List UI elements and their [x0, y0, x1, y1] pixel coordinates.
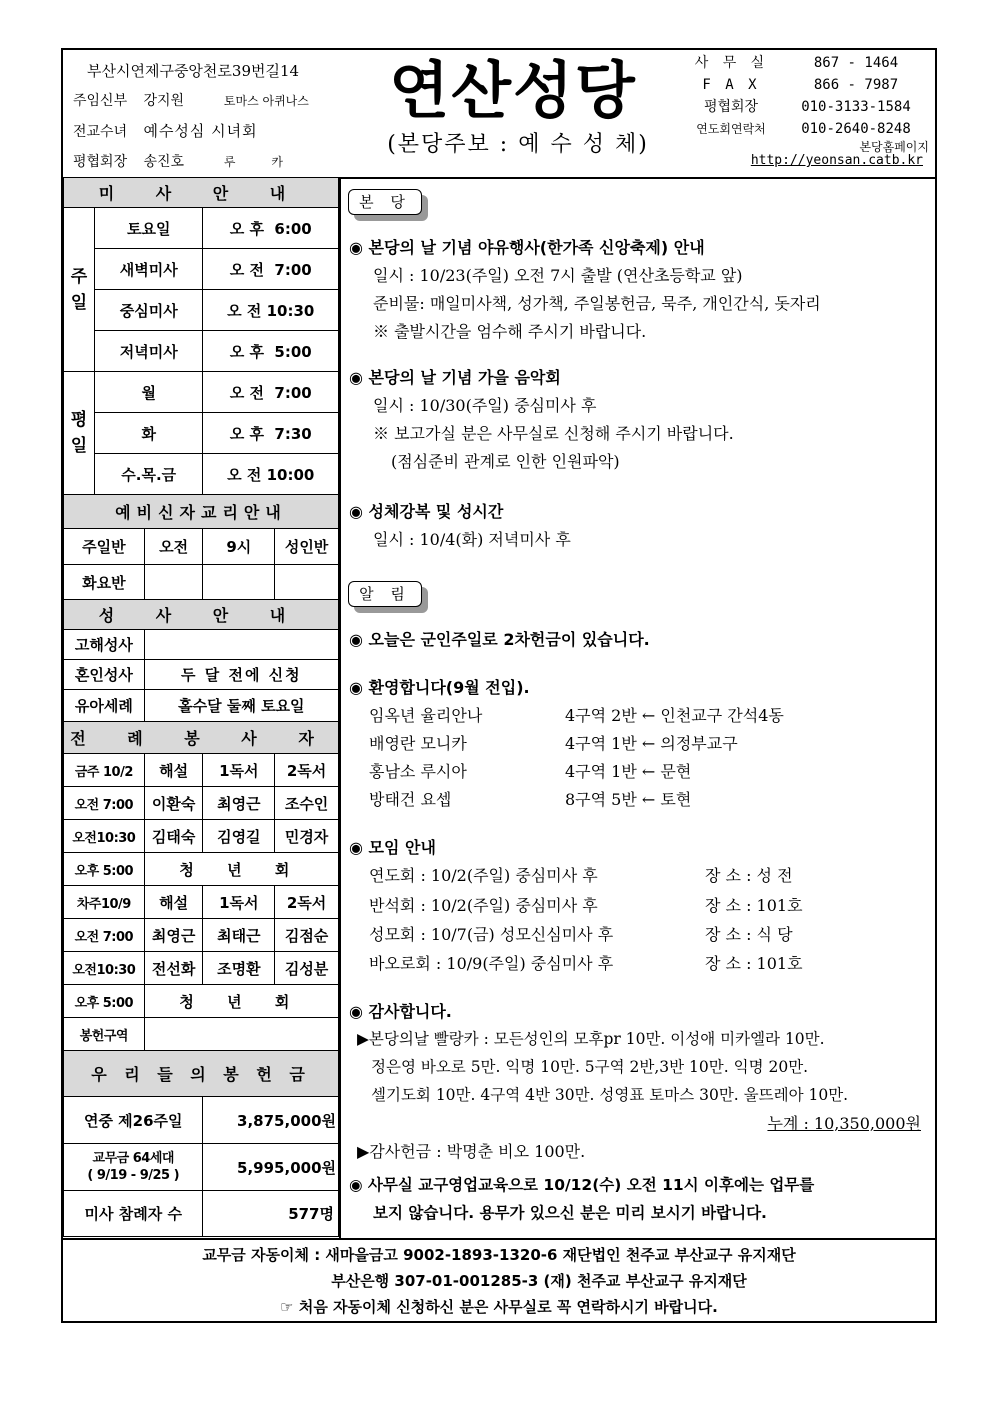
pastor-baptismal: 토마스 아퀴나스: [223, 94, 309, 108]
minister-row: 오후 5:00 청 년 회: [64, 853, 339, 886]
mass-heading-row: [64, 178, 339, 208]
welcome-row: 방태건 요셉 8구역 5반 ← 토현: [369, 790, 692, 809]
meeting-row: 바오로회 : 10/9(주일) 중심미사 후 장 소 : 101호: [369, 954, 803, 973]
mass-row: 평일 월 오 전 7:00: [64, 372, 339, 413]
pastor-name: 강지원: [143, 93, 185, 109]
pastor-label: 주임신부: [73, 93, 128, 109]
footer-line: 교무금 자동이체 : 새마을금고 9002-1893-1320-6 재단법인 천주교 부산교구 유지재단: [202, 1246, 796, 1264]
offering-row: 연중 제26주일 3,875,000원: [64, 1097, 339, 1144]
minister-heading: 전 례 봉 사 자: [64, 722, 339, 754]
notice-4-title: ◉ 감사합니다.: [349, 1002, 452, 1021]
address: 부산시연제구중앙천로39번길14: [87, 62, 300, 80]
thanks-line: ▶감사헌금 : 박명춘 비오 100만.: [357, 1142, 586, 1161]
mass-heading: 미 사 안 내: [64, 178, 339, 208]
parish-item-1-line: 일시 : 10/23(주일) 오전 7시 출발 (연산초등학교 앞): [373, 266, 743, 285]
header-contacts: [681, 52, 931, 168]
contact-office: 사 무 실 867 - 1464: [694, 55, 899, 71]
thanks-line: ▶본당의날 빨랑카 : 모든성인의 모후pr 10만. 이성애 미카엘라 10만.: [357, 1030, 825, 1048]
welcome-row: 홍남소 루시아 4구역 1반 ← 문현: [369, 762, 692, 781]
footer-line: ☞ 처음 자동이체 신청하신 분은 사무실로 꼭 연락하시기 바랍니다.: [280, 1298, 718, 1316]
footer-line: 부산은행 307-01-001285-3 (재) 천주교 부산교구 유지재단: [331, 1272, 747, 1290]
parish-item-3-line: 일시 : 10/4(화) 저녁미사 후: [373, 530, 571, 549]
council-row: [73, 147, 363, 177]
contact-yeondo: 연도회연락처 010-2640-8248: [696, 121, 911, 137]
mass-row: 화 오 후 7:30: [64, 413, 339, 454]
notice-5-line: ◉ 사무실 교구영업교육으로 10/12(수) 오전 11시 이후에는 업무를: [349, 1176, 815, 1194]
sacrament-row: 유아세례 홀수달 둘째 토요일: [64, 690, 339, 722]
catechism-row: 주일반 오전 9시 성인반: [64, 529, 339, 565]
minister-row: 오전 7:00 최영근 최태근 김점순: [64, 919, 339, 952]
notice-3-title: ◉ 모임 안내: [349, 838, 436, 857]
parish-item-1-title: ◉ 본당의 날 기념 야유행사(한가족 신앙축제) 안내: [349, 238, 705, 257]
offering-heading: 우 리 들 의 봉 헌 금: [64, 1051, 339, 1097]
mass-row: 수.목.금 오 전 10:00: [64, 454, 339, 495]
minister-row: 금주 10/2 해설 1독서 2독서: [64, 754, 339, 787]
sister-row: [73, 116, 363, 147]
sunday-label: 주일: [64, 208, 95, 372]
minister-row: 오전10:30 김태숙 김영길 민경자: [64, 820, 339, 853]
contact-council: 평협회장 010-3133-1584: [703, 99, 911, 115]
offering-row: 교무금 64세대 ( 9/19 - 9/25 ) 5,995,000원: [64, 1144, 339, 1191]
welcome-row: 임옥년 율리안나 4구역 2반 ← 인천교구 간석4동: [369, 706, 784, 725]
contact-fax: F A X 866 - 7987: [702, 77, 899, 93]
mass-row: 새벽미사 오 전 7:00: [64, 249, 339, 290]
meeting-row: 연도회 : 10/2(주일) 중심미사 후 장 소 : 성 전: [369, 866, 793, 885]
homepage-link[interactable]: http://yeonsan.catb.kr: [750, 153, 923, 168]
parish-item-1-line: ※ 출발시간을 엄수해 주시기 바랍니다.: [373, 322, 647, 341]
parish-item-1-line: 준비물: 매일미사책, 성가책, 주일봉헌금, 묵주, 개인간식, 돗자리: [373, 294, 821, 313]
minister-row: 봉헌구역: [64, 1018, 339, 1051]
catechism-heading-row: [64, 495, 339, 529]
thanks-line: 정은영 바오로 5만. 익명 10만. 5구역 2반,3반 10만. 익명 20만.: [371, 1058, 809, 1076]
minister-row: 오전10:30 전선화 조명환 김성분: [64, 952, 339, 985]
right-column: [343, 177, 935, 1238]
meeting-row: 성모회 : 10/7(금) 성모신심미사 후 장 소 : 식 당: [369, 925, 793, 944]
header: [63, 50, 935, 179]
sacrament-row: 고해성사: [64, 630, 339, 660]
council-name: 송진호: [143, 154, 185, 170]
sister-label: 전교수녀: [73, 124, 128, 140]
welcome-row: 배영란 모니카 4구역 1반 ← 의정부교구: [369, 734, 738, 753]
page-title: 연산성당: [389, 54, 637, 127]
homepage-label: 본당홈페이지: [859, 140, 929, 154]
notice-1: ◉ 오늘은 군인주일로 2차헌금이 있습니다.: [349, 630, 650, 649]
offering-heading-row: [64, 1051, 339, 1097]
mass-row: 중심미사 오 전 10:30: [64, 290, 339, 331]
parish-item-3-title: ◉ 성체강복 및 성시간: [349, 502, 504, 521]
footer-bank-info: [63, 1238, 935, 1325]
sacrament-row: 혼인성사 두 달 전에 신청: [64, 660, 339, 690]
bulletin-page: [61, 48, 937, 1323]
sacrament-heading-row: [64, 600, 339, 630]
parish-item-2-line: (점심준비 관계로 인한 인원파악): [391, 452, 620, 471]
minister-row: 오후 5:00 청 년 회: [64, 985, 339, 1018]
minister-heading-row: [64, 722, 339, 754]
header-left-info: [73, 56, 363, 177]
parish-item-2-line: 일시 : 10/30(주일) 중심미사 후: [373, 396, 597, 415]
minister-row: 차주10/9 해설 1독서 2독서: [64, 886, 339, 919]
thanks-total: 누계 : 10,350,000원: [767, 1114, 921, 1133]
notice-tag: 알 림: [348, 581, 422, 607]
thanks-line: 셀기도회 10만. 4구역 4반 30만. 성영표 토마스 30만. 울뜨레아 10만.: [371, 1086, 849, 1104]
left-column: [63, 177, 341, 1238]
sister-name: 예수성심 시녀회: [143, 122, 258, 140]
weekday-label: 평일: [64, 372, 95, 495]
left-info-table: [63, 177, 339, 1237]
council-baptismal: 루 카: [223, 155, 299, 169]
council-label: 평협회장: [73, 154, 128, 170]
mass-row: 주일 토요일 오 후 6:00: [64, 208, 339, 249]
notice-2-title: ◉ 환영합니다(9월 전입).: [349, 678, 530, 697]
meeting-row: 반석회 : 10/2(주일) 중심미사 후 장 소 : 101호: [369, 896, 803, 915]
catechism-heading: 예비신자교리안내: [64, 495, 339, 529]
sacrament-heading: 성 사 안 내: [64, 600, 339, 630]
parish-item-2-title: ◉ 본당의 날 기념 가을 음악회: [349, 368, 561, 387]
notice-5-line: 보지 않습니다. 용무가 있으신 분은 미리 보시기 바랍니다.: [373, 1204, 767, 1222]
catechism-row: 화요반: [64, 565, 339, 600]
parish-tag: 본 당: [348, 189, 422, 215]
parish-item-2-line: ※ 보고가실 분은 사무실로 신청해 주시기 바랍니다.: [373, 424, 734, 443]
pastor-row: [73, 86, 363, 116]
minister-row: 오전 7:00 이환숙 최영근 조수인: [64, 787, 339, 820]
page-subtitle: (본당주보 : 예 수 성 체): [387, 132, 649, 157]
offering-row: 미사 참례자 수 577명: [64, 1191, 339, 1237]
mass-row: 저녁미사 오 후 5:00: [64, 331, 339, 372]
